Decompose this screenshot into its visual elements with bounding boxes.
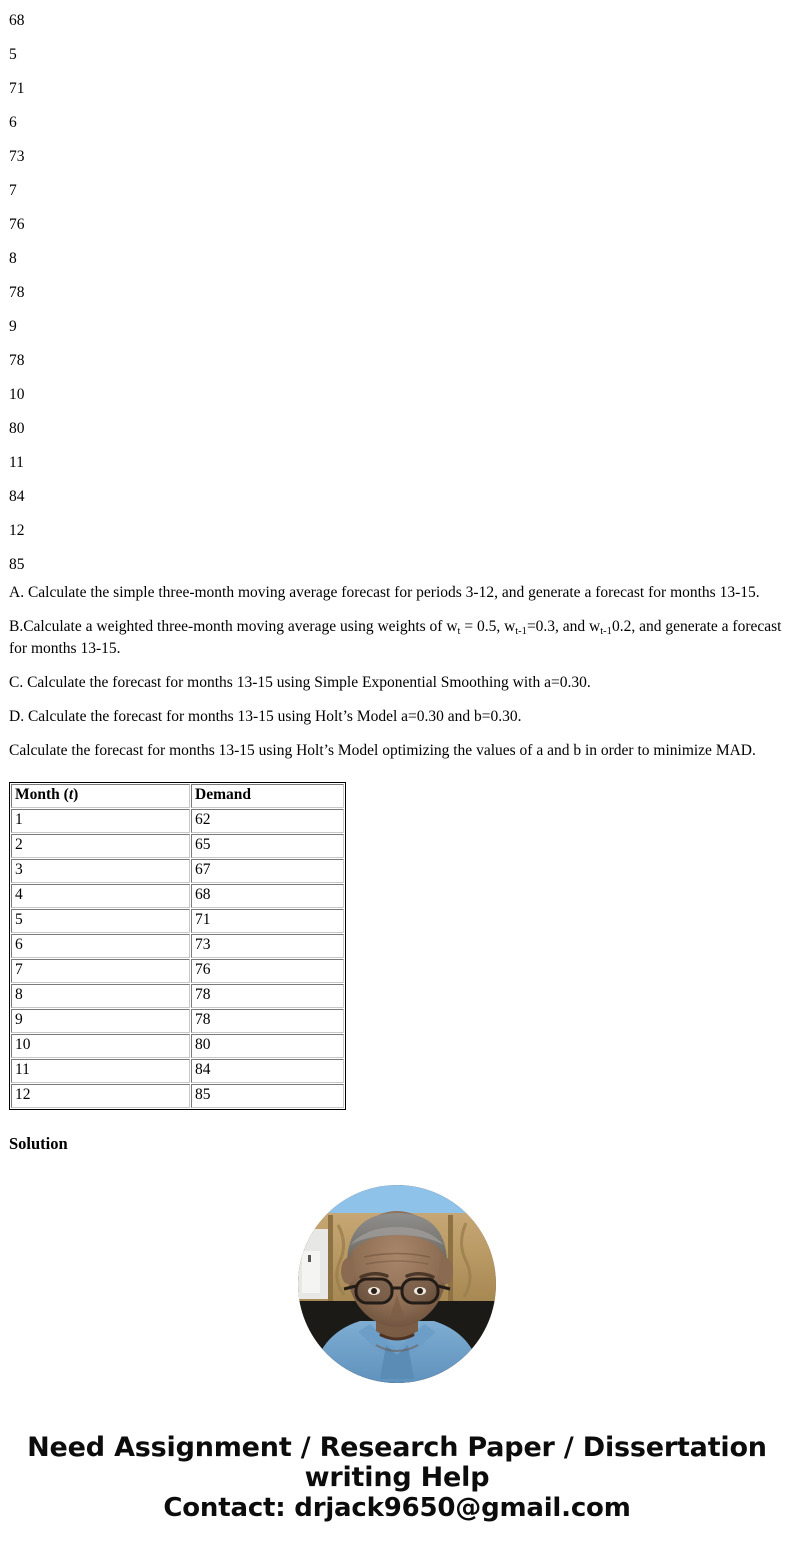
cell-month: 10 bbox=[11, 1034, 190, 1058]
question-b-subscript-2: t-1 bbox=[515, 625, 527, 637]
list-item: 76 bbox=[9, 216, 25, 233]
table-row bbox=[11, 859, 344, 883]
promo-line-3: Contact: drjack9650@gmail.com bbox=[163, 1493, 631, 1523]
cell-month: 6 bbox=[11, 934, 190, 958]
promo-footer bbox=[9, 1433, 785, 1543]
cell-month: 1 bbox=[11, 809, 190, 833]
question-b-text-3: =0.3, and w bbox=[526, 618, 601, 635]
list-item: 7 bbox=[9, 182, 17, 199]
column-header-demand: Demand bbox=[191, 784, 344, 808]
table-row bbox=[11, 1009, 344, 1033]
list-item: 9 bbox=[9, 318, 17, 335]
avatar bbox=[298, 1185, 496, 1383]
table-row bbox=[11, 1084, 344, 1108]
list-item: 85 bbox=[9, 556, 25, 573]
cell-month: 5 bbox=[11, 909, 190, 933]
table-row bbox=[11, 909, 344, 933]
table-body bbox=[11, 809, 344, 1108]
cell-month: 4 bbox=[11, 884, 190, 908]
cell-demand: 78 bbox=[191, 984, 344, 1008]
list-item: 78 bbox=[9, 284, 25, 301]
table-row bbox=[11, 809, 344, 833]
column-header-month bbox=[11, 784, 190, 808]
cell-demand: 80 bbox=[191, 1034, 344, 1058]
promo-line-2: writing Help bbox=[304, 1462, 490, 1493]
question-e: Calculate the forecast for months 13-15 using Holt’s Model optimizing the values of a and b in order to minimize MAD. bbox=[9, 742, 756, 759]
cell-month: 12 bbox=[11, 1084, 190, 1108]
cell-demand: 73 bbox=[191, 934, 344, 958]
table-row bbox=[11, 884, 344, 908]
table-row bbox=[11, 959, 344, 983]
solution-heading: Solution bbox=[9, 1134, 68, 1153]
question-b-text-1: B.Calculate a weighted three-month moving average using weights of w bbox=[9, 618, 458, 635]
cell-month: 11 bbox=[11, 1059, 190, 1083]
list-item: 8 bbox=[9, 250, 17, 267]
table-header-row bbox=[11, 784, 344, 808]
cell-demand: 71 bbox=[191, 909, 344, 933]
list-item: 73 bbox=[9, 148, 25, 165]
cell-month: 7 bbox=[11, 959, 190, 983]
question-b-subscript-1: t bbox=[457, 625, 461, 637]
table-row bbox=[11, 834, 344, 858]
cell-demand: 67 bbox=[191, 859, 344, 883]
cell-demand: 85 bbox=[191, 1084, 344, 1108]
table-row bbox=[11, 1034, 344, 1058]
month-header-variable: t bbox=[68, 786, 74, 803]
list-item: 84 bbox=[9, 488, 25, 505]
leading-number-list bbox=[9, 0, 785, 582]
list-item: 80 bbox=[9, 420, 25, 437]
list-item: 68 bbox=[9, 12, 25, 29]
question-c: C. Calculate the forecast for months 13-15 using Simple Exponential Smoothing with a=0.30. bbox=[9, 674, 591, 691]
question-b bbox=[9, 616, 785, 660]
list-item: 71 bbox=[9, 80, 25, 97]
question-a: A. Calculate the simple three-month moving average forecast for periods 3-12, and generate a forecast for months 13-15. bbox=[9, 584, 760, 601]
question-d: D. Calculate the forecast for months 13-15 using Holt’s Model a=0.30 and b=0.30. bbox=[9, 708, 522, 725]
question-b-subscript-3: t-1 bbox=[600, 625, 612, 637]
promo-line-1: Need Assignment / Research Paper / Dissertation bbox=[27, 1432, 767, 1463]
profile-photo-icon bbox=[298, 1185, 496, 1383]
cell-demand: 65 bbox=[191, 834, 344, 858]
table-row bbox=[11, 934, 344, 958]
cell-demand: 78 bbox=[191, 1009, 344, 1033]
list-item: 6 bbox=[9, 114, 17, 131]
list-item: 5 bbox=[9, 46, 17, 63]
list-item: 12 bbox=[9, 522, 25, 539]
list-item: 11 bbox=[9, 454, 24, 471]
cell-month: 3 bbox=[11, 859, 190, 883]
list-item: 10 bbox=[9, 386, 25, 403]
cell-demand: 76 bbox=[191, 959, 344, 983]
cell-demand: 84 bbox=[191, 1059, 344, 1083]
table-row bbox=[11, 984, 344, 1008]
cell-demand: 62 bbox=[191, 809, 344, 833]
list-item: 78 bbox=[9, 352, 25, 369]
demand-table bbox=[9, 782, 346, 1110]
table-row bbox=[11, 1059, 344, 1083]
cell-month: 9 bbox=[11, 1009, 190, 1033]
month-header-prefix: Month ( bbox=[15, 786, 69, 803]
month-header-suffix: ) bbox=[73, 786, 79, 803]
question-b-text-2: = 0.5, w bbox=[460, 618, 516, 635]
cell-demand: 68 bbox=[191, 884, 344, 908]
portrait-container bbox=[9, 1185, 785, 1385]
question-b-text-4: 0.2, and generate a forecast for months 13-15. bbox=[9, 618, 782, 657]
cell-month: 8 bbox=[11, 984, 190, 1008]
cell-month: 2 bbox=[11, 834, 190, 858]
